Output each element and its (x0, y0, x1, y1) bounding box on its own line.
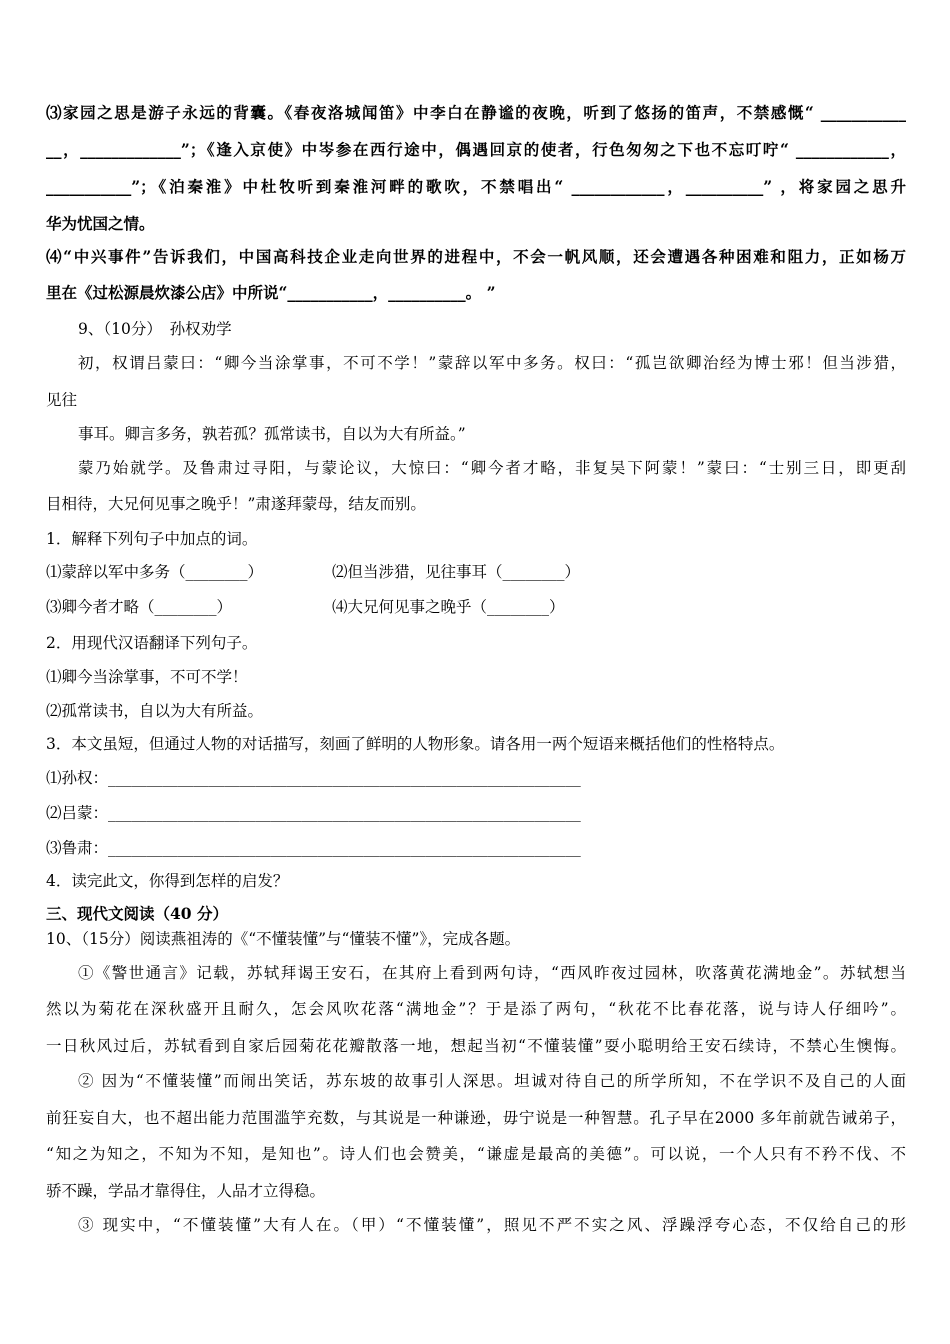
q9-text-line4: 蒙乃始就学。及鲁肃过寻阳，与蒙论议，大惊曰：“卿今者才略，非复吴下阿蒙！”蒙曰：“士别三日，即更刮 (78, 459, 906, 477)
q9-sub1-item-d: ⑷大兄何见事之晚乎（________） (332, 598, 565, 616)
q9-sub1-title: 1．解释下列句子中加点的词。 (46, 530, 258, 548)
q9-header: 9、（10分） 孙权劝学 (78, 320, 232, 338)
q9-sub3-lvmeng: ⑵吕蒙：_____________________________________________________________ (46, 804, 581, 822)
q8-part3-line3: ___________”；《泊秦淮》中杜牧听到秦淮河畔的歌吹，不禁唱出“ ____________，__________” ，将家园之思升 (46, 177, 906, 196)
q10-para2-line1: ② 因为“不懂装懂”而闹出笑话，苏东坡的故事引人深思。坦诚对待自己的所学所知，不在学识不及自己的人面 (78, 1072, 906, 1090)
q10-para2-line4: 骄不躁，学品才靠得住，人品才立得稳。 (46, 1182, 326, 1200)
q9-sub1-row1 (46, 562, 906, 582)
q10-para2-line3: “知之为知之，不知为不知，是知也”。诗人们也会赞美，“谦虚是最高的美德”。可以说，一个人只有不矜不伐、不 (46, 1145, 906, 1163)
q10-header: 10、（15分）阅读燕祖涛的《“不懂装懂”与“懂装不懂”》，完成各题。 (46, 930, 521, 948)
q9-sub2-item-a: ⑴卿今当涂掌事，不可不学！ (46, 668, 248, 686)
q8-part3-line2: __，_____________”；《逢入京使》中岑参在西行途中，偶遇回京的使者，行色匆匆之下也不忘叮咛“ ____________， (46, 140, 906, 159)
q9-text-line1: 初，权谓吕蒙曰：“卿今当涂掌事，不可不学！”蒙辞以军中多务。权曰：“孤岂欲卿治经为博士邪！但当涉猎， (78, 354, 906, 372)
q9-text-line3: 事耳。卿言多务，孰若孤？孤常读书，自以为大有所益。” (78, 425, 466, 443)
q8-part4-line2: 里在《过松源晨炊漆公店》中所说“___________，__________。 ” (46, 283, 496, 302)
q9-sub3-lusu: ⑶鲁肃：_____________________________________________________________ (46, 839, 581, 857)
q8-part3-line4: 华为忧国之情。 (46, 214, 155, 233)
q10-para1-line2: 然以为菊花在深秋盛开且耐久，怎会风吹花落“满地金”？于是添了两句，“秋花不比春花落，说与诗人仔细吟”。 (46, 1000, 906, 1018)
q9-sub1-row2 (46, 597, 906, 617)
q9-sub1-item-b: ⑵但当涉猎，见往事耳（________） (332, 563, 581, 581)
q10-para3-line1: ③ 现实中，“不懂装懂”大有人在。（甲）“不懂装懂”，照见不严不实之风、浮躁浮夸心态，不仅给自己的形 (78, 1216, 906, 1234)
q10-para2-line2: 前狂妄自大，也不超出能力范围滥竽充数，与其说是一种谦逊，毋宁说是一种智慧。孔子早在2000 多年前就告诫弟子， (46, 1109, 906, 1127)
q9-text-line2: 见往 (46, 391, 78, 409)
q9-text-line5: 目相待，大兄何见事之晚乎！”肃遂拜蒙母，结友而别。 (46, 495, 426, 513)
section3-title: 三、现代文阅读（40 分） (46, 904, 228, 923)
q9-sub1-item-a: ⑴蒙辞以军中多务（________） (46, 563, 264, 581)
q9-sub4-title: 4．读完此文，你得到怎样的启发？ (46, 872, 289, 890)
q9-sub2-title: 2．用现代汉语翻译下列句子。 (46, 634, 258, 652)
q9-sub3-title: 3．本文虽短，但通过人物的对话描写，刻画了鲜明的人物形象。请各用一两个短语来概括他们的性格特点。 (46, 735, 785, 753)
q10-para1-line1: ①《警世通言》记载，苏轼拜谒王安石，在其府上看到两句诗，“西风昨夜过园林，吹落黄花满地金”。苏轼想当 (78, 964, 906, 982)
q10-para1-line3: 一日秋风过后，苏轼看到自家后园菊花花瓣散落一地，想起当初“不懂装懂”耍小聪明给王安石续诗，不禁心生懊悔。 (46, 1037, 906, 1055)
q9-sub1-item-c: ⑶卿今者才略（________） (46, 598, 233, 616)
q9-sub2-item-b: ⑵孤常读书，自以为大有所益。 (46, 702, 264, 720)
q8-part4-line1: ⑷“中兴事件”告诉我们，中国高科技企业走向世界的进程中，不会一帆风顺，还会遭遇各种困难和阻力，正如杨万 (46, 247, 906, 266)
q9-sub3-sunquan: ⑴孙权：_____________________________________________________________ (46, 769, 581, 787)
q8-part3-line1: ⑶家园之思是游子永远的背囊。《春夜洛城闻笛》中李白在静谧的夜晚，听到了悠扬的笛声，不禁感慨“ ___________ (46, 103, 906, 122)
